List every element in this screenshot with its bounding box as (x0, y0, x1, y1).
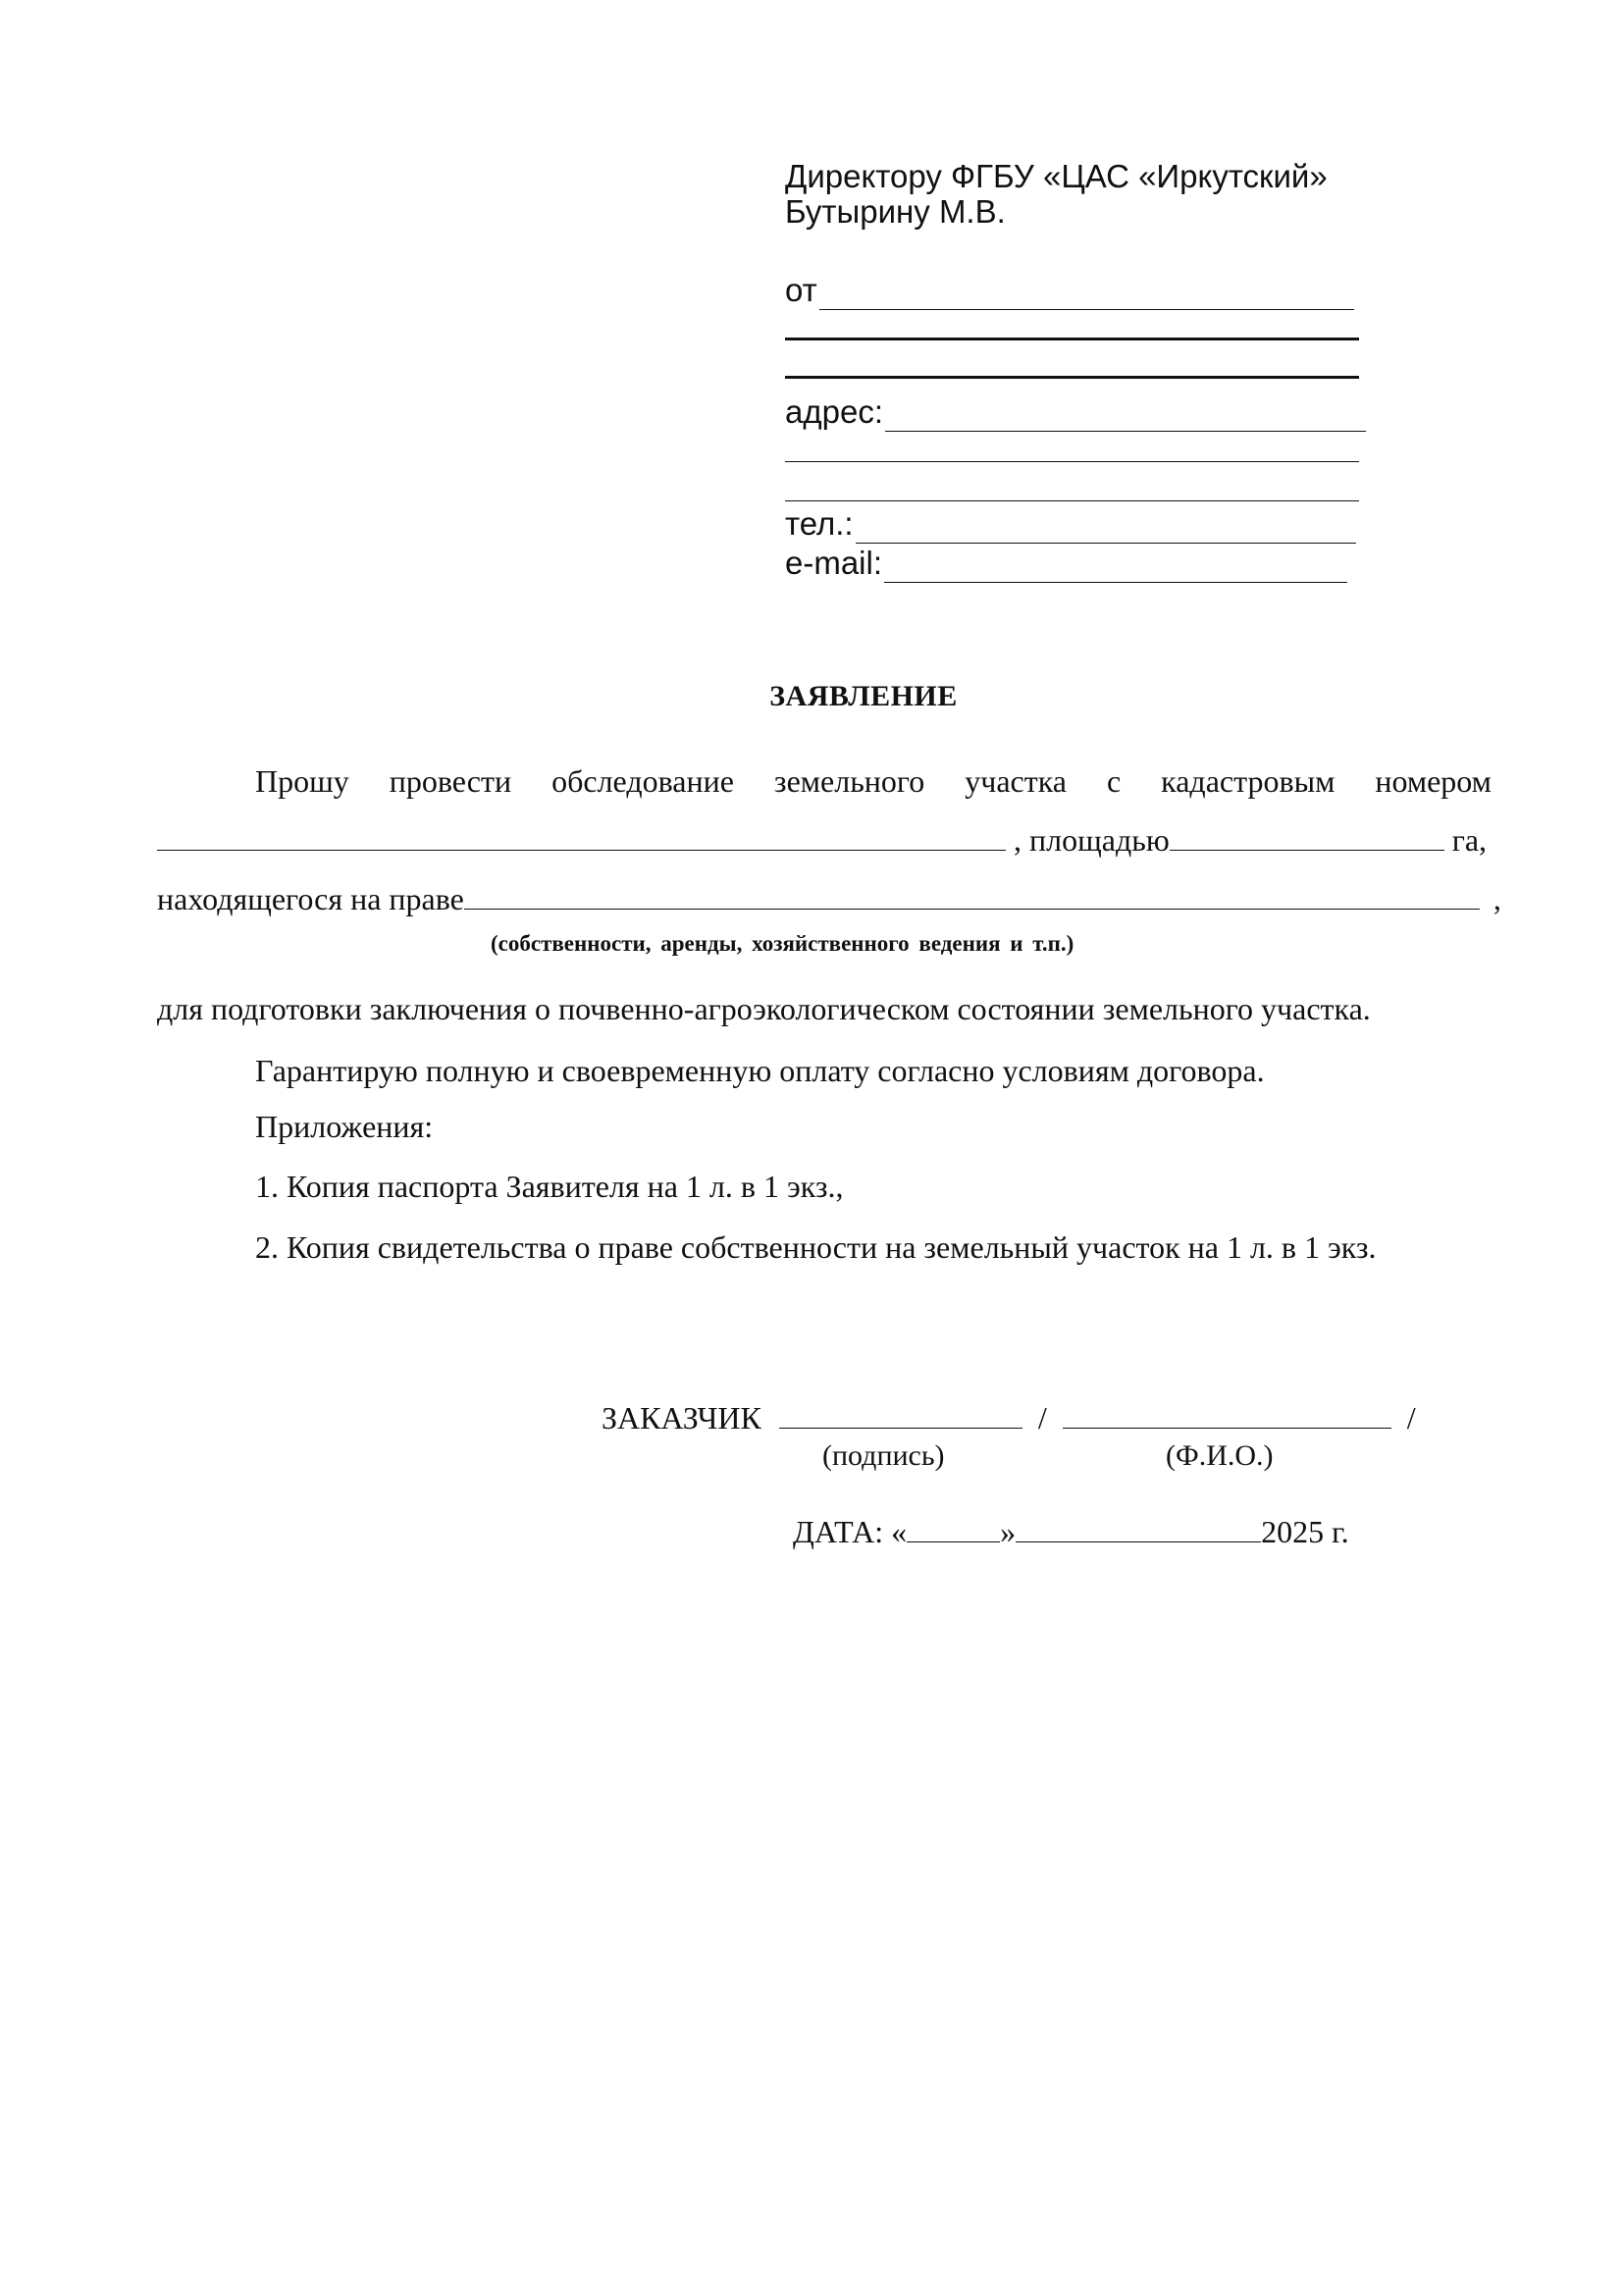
request-line: Прошу провести обследование земельного участка с кадастровым номером (255, 763, 1492, 799)
email-label: e-mail: (785, 545, 883, 581)
customer-label: ЗАКАЗЧИК (602, 1400, 761, 1435)
attachment-item: 1. Копия паспорта Заявителя на 1 л. в 1 экз., (255, 1169, 844, 1204)
date-month-blank[interactable] (1016, 1514, 1261, 1542)
phone-field[interactable] (785, 504, 1356, 544)
right-label: находящегося на праве (157, 881, 464, 916)
phone-label: тел.: (785, 505, 854, 542)
date-day-blank[interactable] (907, 1514, 1000, 1542)
area-label: , площадью (1014, 822, 1170, 858)
right-type-blank[interactable] (464, 881, 1480, 910)
cadastral-number-blank[interactable] (157, 822, 1006, 851)
address-label: адрес: (785, 393, 883, 430)
address-field[interactable] (785, 392, 1366, 432)
recipient-line-2: Бутырину М.В. (785, 193, 1006, 230)
email-blank[interactable] (884, 552, 1347, 583)
address-line-2[interactable] (785, 432, 1359, 462)
from-rule-2[interactable] (785, 338, 1359, 340)
area-blank[interactable] (1170, 822, 1444, 851)
area-unit: га, (1451, 822, 1488, 858)
address-blank-3[interactable] (785, 471, 1359, 501)
from-blank[interactable] (819, 280, 1354, 310)
document-title: ЗАЯВЛЕНИЕ (769, 680, 958, 712)
date-year: 2025 г. (1261, 1514, 1349, 1549)
name-caption: (Ф.И.О.) (1166, 1439, 1274, 1472)
purpose-text: для подготовки заключения о почвенно-агроэкологическом состоянии земельного участка. (157, 991, 1371, 1026)
address-blank[interactable] (885, 401, 1366, 432)
date-label: ДАТА: « (793, 1514, 908, 1549)
right-end: , (1493, 881, 1501, 916)
from-field[interactable] (785, 271, 1354, 310)
email-field[interactable] (785, 544, 1347, 583)
date-line: ДАТА: « » 2025 г. (793, 1514, 1349, 1549)
attachment-item: 2. Копия свидетельства о праве собственности на земельный участок на 1 л. в 1 экз. (255, 1229, 1377, 1265)
from-label: от (785, 272, 817, 308)
from-rule-3[interactable] (785, 376, 1359, 379)
attachments-title: Приложения: (255, 1109, 434, 1144)
ownership-right-line (157, 879, 1501, 918)
address-line-3[interactable] (785, 471, 1359, 501)
recipient-line-1: Директору ФГБУ «ЦАС «Иркутский» (785, 158, 1328, 194)
signature-caption: (подпись) (822, 1439, 945, 1472)
full-name-blank[interactable] (1063, 1400, 1391, 1429)
guarantee-text: Гарантирую полную и своевременную оплату согласно условиям договора. (255, 1053, 1265, 1088)
cadastral-area-line (157, 820, 1487, 860)
address-blank-2[interactable] (785, 432, 1359, 462)
phone-blank[interactable] (856, 513, 1356, 544)
signature-blank[interactable] (779, 1400, 1022, 1429)
right-type-hint: (собственности, аренды, хозяйственного ведения и т.п.) (491, 931, 1074, 956)
customer-signature-line: ЗАКАЗЧИК / / (602, 1400, 1416, 1435)
